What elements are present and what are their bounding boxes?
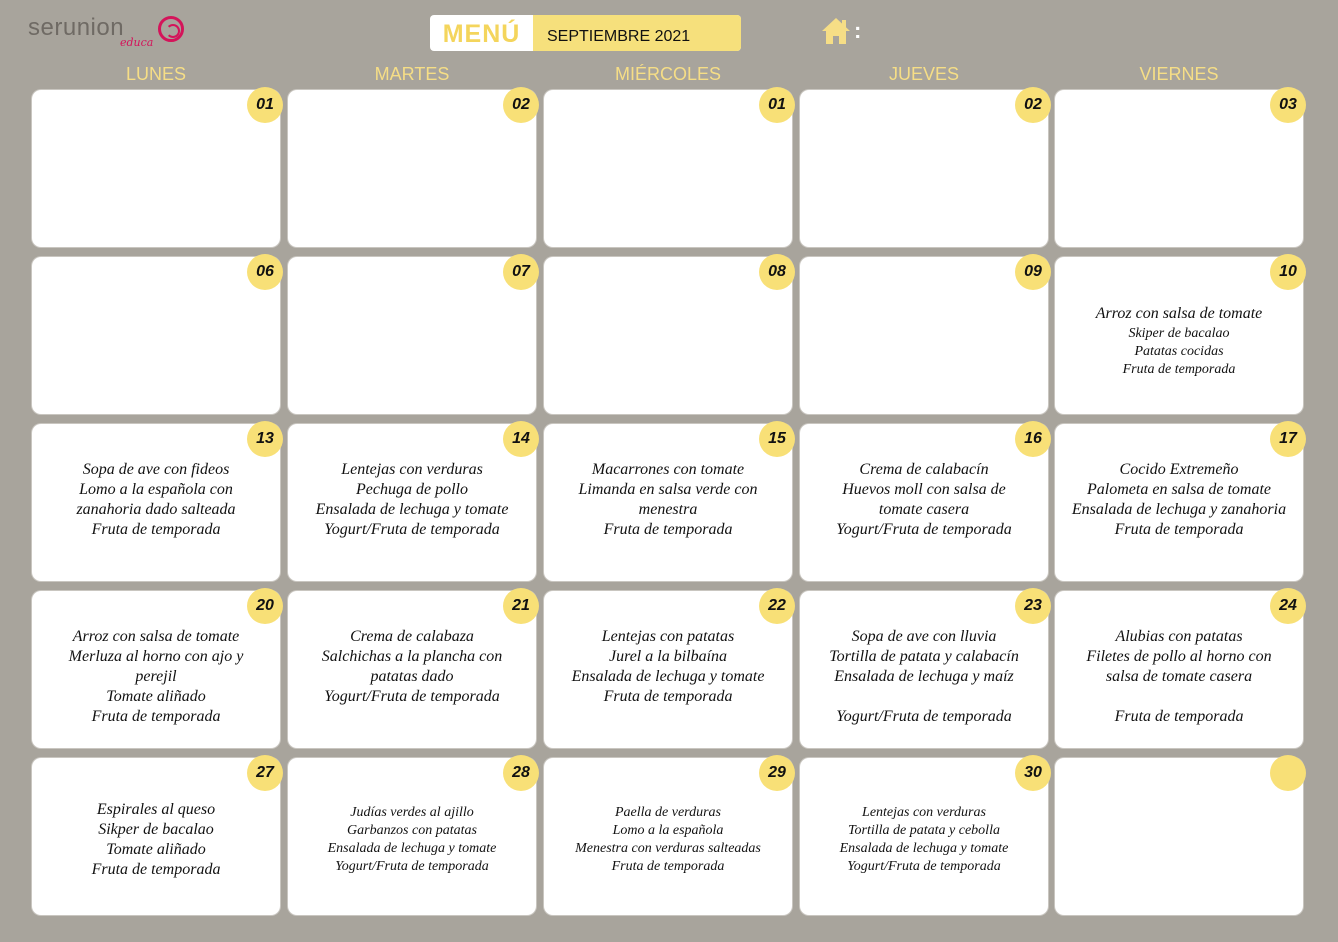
calendar-cell [544,591,792,748]
home-icon [820,16,852,46]
calendar-cell [800,424,1048,581]
menu-item: Patatas cocidas [1134,344,1224,359]
menu-item: Ensalada de lechuga y tomate [839,841,1009,856]
menu-items [292,460,532,540]
menu-items [36,460,276,540]
day-number-badge: 20 [247,588,283,624]
day-number-badge: 06 [247,254,283,290]
serunion-logo [28,14,198,54]
menu-title-box [430,15,741,51]
menu-item: Fruta de temporada [1114,521,1244,538]
menu-item: Fruta de temporada [91,521,221,538]
menu-item: Sopa de ave con lluvia [851,628,997,645]
calendar-cell [800,758,1048,915]
home-colon: : [854,18,862,43]
menu-item: Yogurt/Fruta de temporada [847,859,1001,874]
day-number-badge: 01 [247,87,283,123]
menu-item: Fruta de temporada [91,708,221,725]
day-number-badge: 27 [247,755,283,791]
menu-item: Yogurt/Fruta de temporada [836,708,1012,725]
menu-item: Sikper de bacalao [98,821,214,838]
menu-items [804,460,1044,540]
calendar-cell [288,90,536,247]
menu-item: Paella de verduras [614,805,721,820]
menu-item: Ensalada de lechuga y tomate [327,841,497,856]
menu-item: Tortilla de patata y cebolla [848,823,1000,838]
menu-item: Tomate aliñado [106,841,206,858]
calendar-cell [1055,758,1303,915]
menu-items [548,460,788,540]
day-number-badge: 24 [1270,588,1306,624]
calendar-cell [800,591,1048,748]
day-number-badge: 16 [1015,421,1051,457]
day-number-badge: 30 [1015,755,1051,791]
menu-items [1059,627,1299,727]
menu-item: Fruta de temporada [603,688,733,705]
menu-items [548,804,788,876]
logo-text: serunion [28,14,125,41]
menu-item: Lentejas con patatas [601,628,735,645]
menu-items [804,804,1044,876]
calendar-cell [544,758,792,915]
menu-item: Judías verdes al ajillo [350,805,474,820]
day-number-badge: 21 [503,588,539,624]
day-number-badge: 09 [1015,254,1051,290]
day-number-badge: 10 [1270,254,1306,290]
calendar-cell [800,257,1048,414]
calendar-cell [32,591,280,748]
day-number-badge: 14 [503,421,539,457]
calendar-cell [1055,257,1303,414]
menu-item: Lomo a la española [612,823,724,838]
menu-item: Menestra con verduras salteadas [575,841,761,856]
day-number-badge: 29 [759,755,795,791]
day-header-jueves: JUEVES [888,64,960,84]
menu-item: Arroz con salsa de tomate [1095,305,1263,322]
menu-item: Crema de calabaza [350,628,474,645]
menu-item: Lentejas con verduras [862,805,986,820]
menu-item: Yogurt/Fruta de temporada [324,688,500,705]
calendar-cell [288,758,536,915]
menu-item: Pechuga de pollo [356,481,468,498]
day-number-badge: 03 [1270,87,1306,123]
menu-items [1059,305,1299,379]
menu-item: Macarrones con tomate [591,461,745,478]
day-header-miércoles: MIÉRCOLES [614,64,722,84]
calendar-cell [32,90,280,247]
menu-item: Filetes de pollo al horno con [1086,648,1272,665]
day-number-badge: 02 [503,87,539,123]
menu-items [804,627,1044,727]
menu-item: Yogurt/Fruta de temporada [324,521,500,538]
menu-item: patatas dado [370,668,454,685]
calendar-cell [1055,90,1303,247]
menu-item: Ensalada de lechuga y tomate [571,668,765,685]
logo-subtitle: educa [120,36,154,49]
day-header-martes: MARTES [374,64,450,84]
calendar-cell [544,424,792,581]
menu-item: Ensalada de lechuga y maíz [834,668,1014,685]
day-header-viernes: VIERNES [1139,64,1219,84]
menu-item: Ensalada de lechuga y zanahoria [1071,501,1287,518]
menu-item: Cocido Extremeño [1119,461,1239,478]
menu-item: Fruta de temporada [611,859,725,874]
menu-item: Ensalada de lechuga y tomate [315,501,509,518]
calendar-cell [544,257,792,414]
menu-label: MENÚ [442,20,521,48]
day-number-badge: 17 [1270,421,1306,457]
menu-item: Fruta de temporada [1114,708,1244,725]
day-number-badge: 08 [759,254,795,290]
menu-item: Fruta de temporada [603,521,733,538]
menu-item: Huevos moll con salsa de [842,481,1006,498]
calendar-cell [1055,591,1303,748]
calendar-cell [1055,424,1303,581]
menu-item: Salchichas a la plancha con [321,648,503,665]
menu-item: perejil [135,668,177,685]
day-header-lunes: LUNES [125,64,187,84]
day-number-badge: 23 [1015,588,1051,624]
day-number-badge: 02 [1015,87,1051,123]
menu-item: Fruta de temporada [1122,362,1236,377]
menu-item: Palometa en salsa de tomate [1087,481,1271,498]
menu-item: Fruta de temporada [91,861,221,878]
menu-item: zanahoria dado salteada [76,501,236,518]
day-number-badge: 01 [759,87,795,123]
home-indicator [820,16,880,46]
menu-item: Tomate aliñado [106,688,206,705]
menu-item: Jurel a la bilbaína [608,648,728,665]
day-number-badge: 15 [759,421,795,457]
day-number-badge: 13 [247,421,283,457]
menu-item: Yogurt/Fruta de temporada [836,521,1012,538]
calendar-cell [544,90,792,247]
menu-item: Tortilla de patata y calabacín [829,648,1019,665]
menu-items [292,804,532,876]
menu-item: salsa de tomate casera [1105,668,1253,685]
menu-item: tomate casera [878,501,970,518]
calendar-cell [288,591,536,748]
menu-items [36,627,276,727]
menu-item: Yogurt/Fruta de temporada [335,859,489,874]
menu-item: Lentejas con verduras [341,461,483,478]
menu-item: menestra [638,501,698,518]
calendar-cell [32,424,280,581]
calendar-cell [288,424,536,581]
menu-items [1059,460,1299,540]
menu-item: Arroz con salsa de tomate [72,628,240,645]
menu-item: Skiper de bacalao [1128,326,1230,341]
menu-item [804,687,1044,707]
menu-item: Lomo a la española con [79,481,233,498]
calendar-cell [800,90,1048,247]
menu-item: Sopa de ave con fideos [82,461,230,478]
menu-item: Espirales al queso [96,801,216,818]
menu-item [1059,687,1299,707]
menu-item: Limanda en salsa verde con [578,481,758,498]
menu-items [548,627,788,707]
calendar-cell [32,257,280,414]
menu-items [36,800,276,880]
menu-item: Garbanzos con patatas [347,823,477,838]
menu-item: Crema de calabacín [859,461,989,478]
day-number-badge: 28 [503,755,539,791]
menu-item: Merluza al horno con ajo y [68,648,244,665]
menu-month: SEPTIEMBRE 2021 [533,15,741,51]
day-number-badge [1270,755,1306,791]
day-number-badge: 07 [503,254,539,290]
day-number-badge: 22 [759,588,795,624]
logo-mark-icon [158,16,184,42]
menu-item: Alubias con patatas [1115,628,1243,645]
menu-items [292,627,532,707]
calendar-cell [32,758,280,915]
calendar-cell [288,257,536,414]
